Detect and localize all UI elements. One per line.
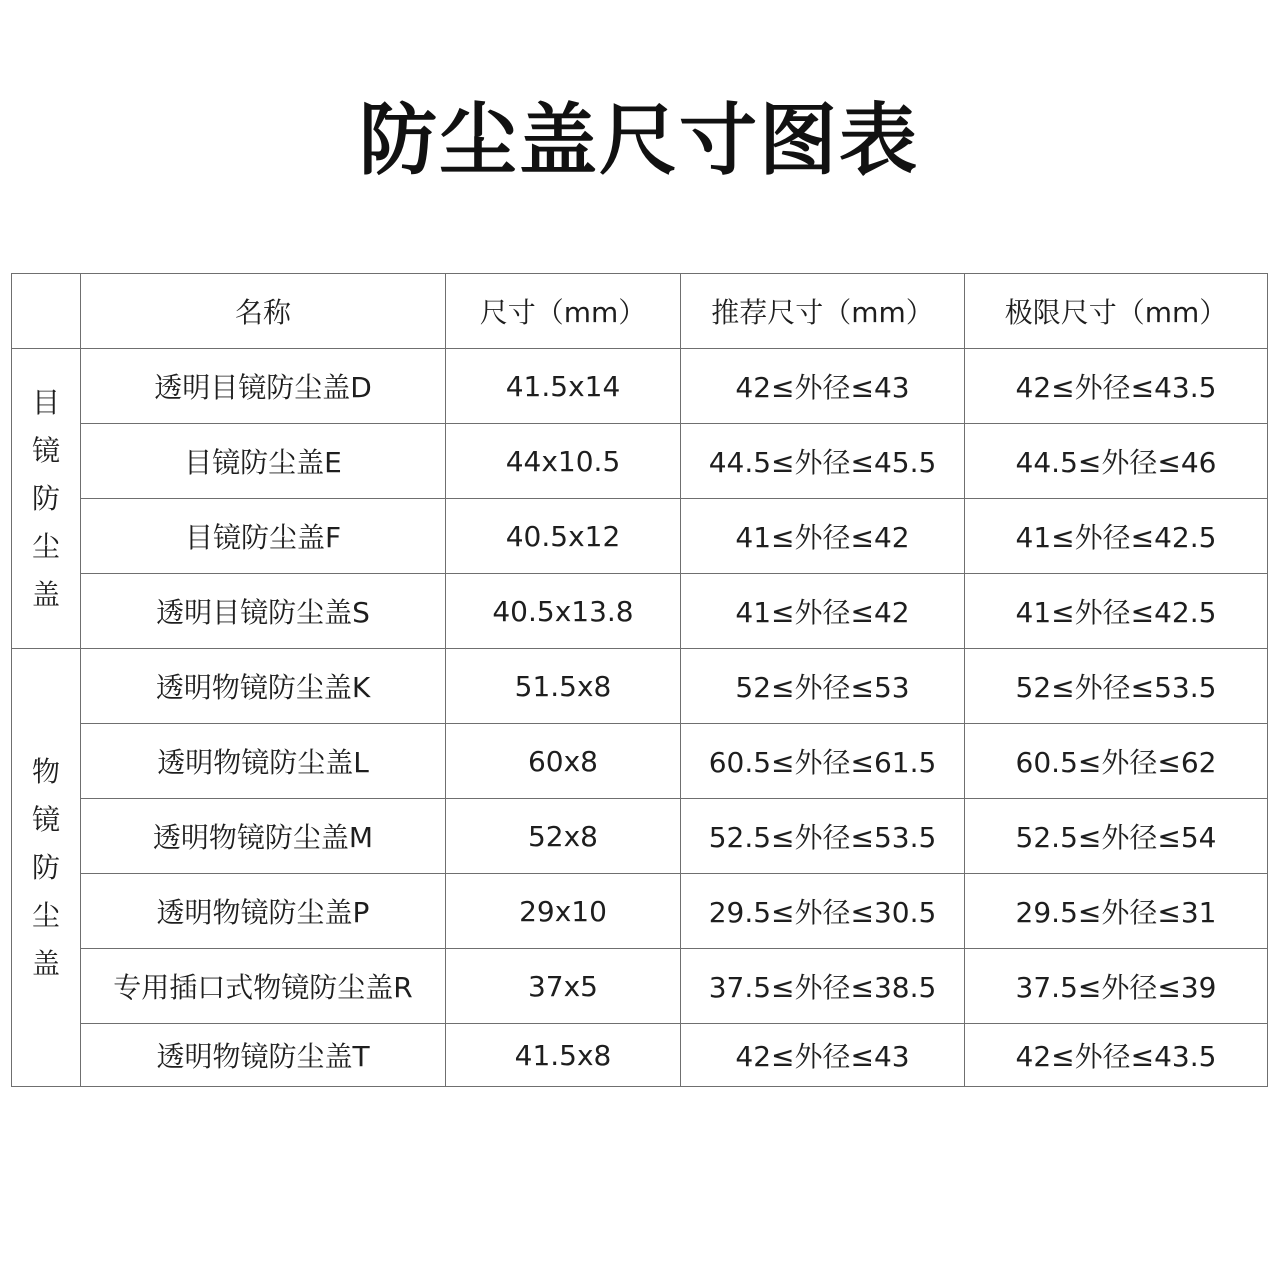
cell-size: 60x8 [446, 724, 681, 799]
header-recommended-size: 推荐尺寸（mm） [681, 274, 965, 349]
cell-size: 52x8 [446, 799, 681, 874]
group-label-char: 防 [31, 481, 60, 515]
table-row [12, 874, 1268, 949]
cell-limit: 42≤外径≤43.5 [965, 1024, 1268, 1087]
cell-size: 51.5x8 [446, 649, 681, 724]
cell-recommended: 42≤外径≤43 [681, 1024, 965, 1087]
table-row [12, 799, 1268, 874]
cell-size: 44x10.5 [446, 424, 681, 499]
cell-recommended: 37.5≤外径≤38.5 [681, 949, 965, 1024]
table-row [12, 1024, 1268, 1087]
group-label [12, 349, 81, 649]
cell-size: 29x10 [446, 874, 681, 949]
group-label-char: 盖 [31, 946, 60, 980]
header-size: 尺寸（mm） [446, 274, 681, 349]
cell-size: 40.5x12 [446, 499, 681, 574]
cell-name: 透明物镜防尘盖P [81, 874, 446, 949]
cell-name: 目镜防尘盖E [81, 424, 446, 499]
cell-name: 透明物镜防尘盖L [81, 724, 446, 799]
cell-name: 透明物镜防尘盖M [81, 799, 446, 874]
cell-limit: 60.5≤外径≤62 [965, 724, 1268, 799]
table-row [12, 724, 1268, 799]
cell-limit: 37.5≤外径≤39 [965, 949, 1268, 1024]
table-row [12, 424, 1268, 499]
group-label-char: 镜 [31, 802, 60, 836]
cell-limit: 52≤外径≤53.5 [965, 649, 1268, 724]
cell-limit: 41≤外径≤42.5 [965, 574, 1268, 649]
cell-name: 透明物镜防尘盖T [81, 1024, 446, 1087]
cell-name: 透明物镜防尘盖K [81, 649, 446, 724]
header-name: 名称 [81, 274, 446, 349]
size-table [11, 273, 1268, 1087]
cell-limit: 41≤外径≤42.5 [965, 499, 1268, 574]
cell-recommended: 52.5≤外径≤53.5 [681, 799, 965, 874]
table-row [12, 349, 1268, 424]
cell-name: 透明目镜防尘盖D [81, 349, 446, 424]
group-label-char: 尘 [31, 898, 60, 932]
cell-recommended: 52≤外径≤53 [681, 649, 965, 724]
page-title: 防尘盖尺寸图表 [358, 96, 919, 186]
table-row [12, 499, 1268, 574]
group-label-char: 目 [31, 385, 60, 419]
cell-size: 41.5x14 [446, 349, 681, 424]
cell-recommended: 44.5≤外径≤45.5 [681, 424, 965, 499]
table-row [12, 574, 1268, 649]
cell-recommended: 41≤外径≤42 [681, 574, 965, 649]
cell-size: 37x5 [446, 949, 681, 1024]
cell-limit: 42≤外径≤43.5 [965, 349, 1268, 424]
header-limit-size: 极限尺寸（mm） [965, 274, 1268, 349]
cell-limit: 29.5≤外径≤31 [965, 874, 1268, 949]
group-label-char: 防 [31, 850, 60, 884]
group-label-char: 物 [31, 754, 60, 788]
table-row [12, 649, 1268, 724]
cell-size: 40.5x13.8 [446, 574, 681, 649]
cell-limit: 44.5≤外径≤46 [965, 424, 1268, 499]
cell-limit: 52.5≤外径≤54 [965, 799, 1268, 874]
cell-recommended: 60.5≤外径≤61.5 [681, 724, 965, 799]
table-row [12, 949, 1268, 1024]
cell-recommended: 41≤外径≤42 [681, 499, 965, 574]
cell-recommended: 42≤外径≤43 [681, 349, 965, 424]
group-label [12, 649, 81, 1087]
group-label-char: 尘 [31, 529, 60, 563]
cell-name: 透明目镜防尘盖S [81, 574, 446, 649]
header-group [12, 274, 81, 349]
cell-name: 专用插口式物镜防尘盖R [81, 949, 446, 1024]
cell-name: 目镜防尘盖F [81, 499, 446, 574]
group-label-char: 盖 [31, 577, 60, 611]
cell-size: 41.5x8 [446, 1024, 681, 1087]
cell-recommended: 29.5≤外径≤30.5 [681, 874, 965, 949]
group-label-char: 镜 [31, 433, 60, 467]
table-header-row [12, 274, 1268, 349]
